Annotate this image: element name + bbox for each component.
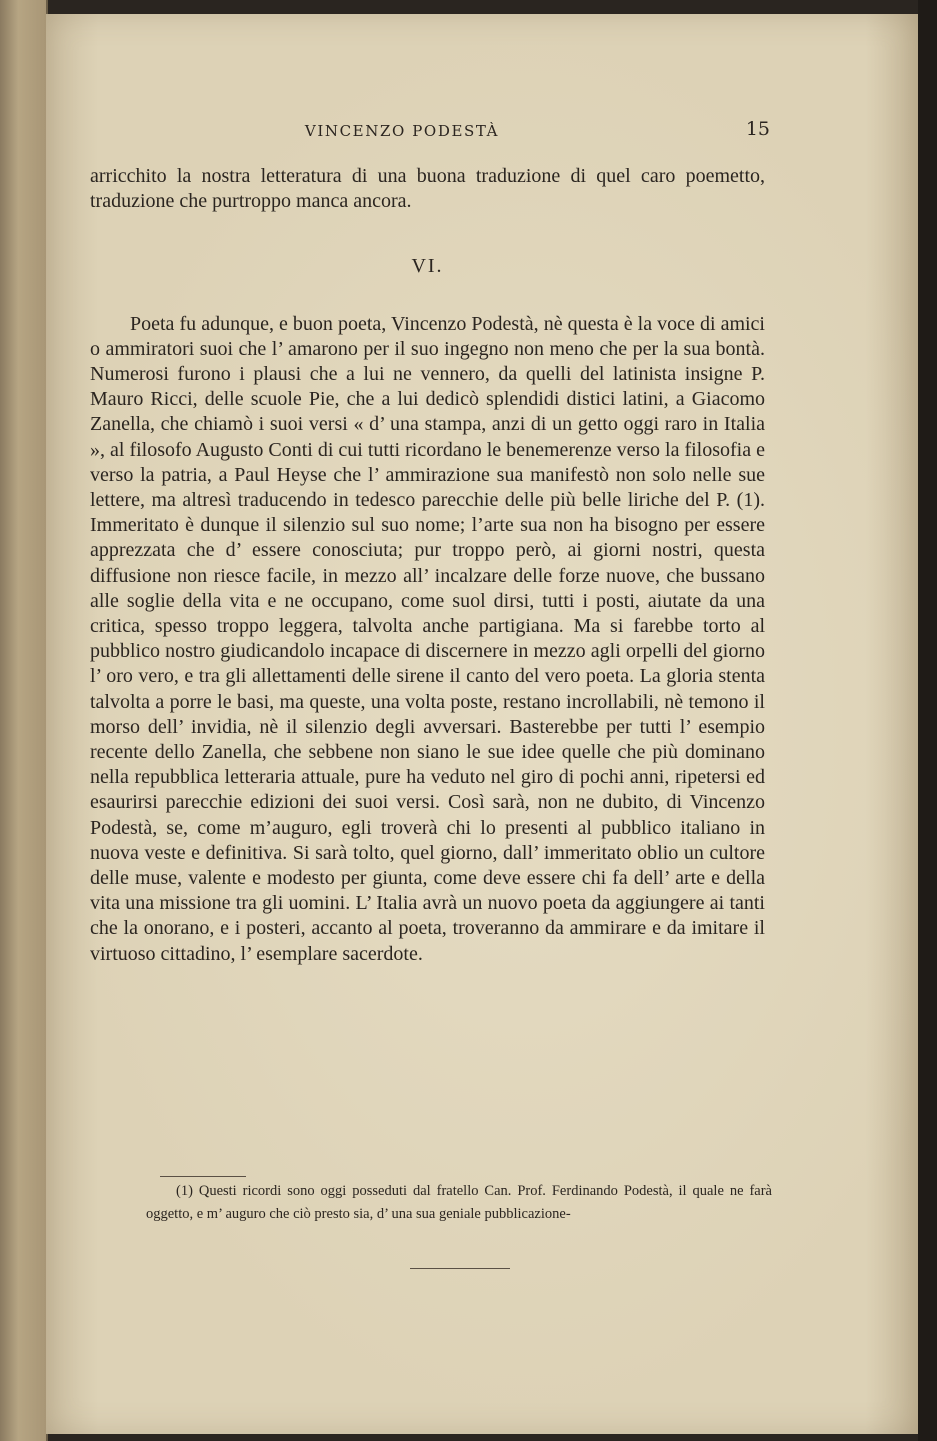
page-header	[90, 108, 770, 148]
running-head: VINCENZO PODESTÀ	[304, 122, 500, 140]
section-number: VI.	[411, 255, 444, 278]
scan-background-edge	[918, 0, 937, 1441]
main-paragraph: Poeta fu adunque, e buon poeta, Vincenzo Podestà, nè questa è la voce di amici o ammiratori suoi che l’ amarono per il suo ingegno non meno che per la sua bontà. Numerosi furono i plausi che a lui ne vennero, da quelli del latinista insigne P. Mauro Ricci, delle scuole Pie, che a lui dedicò splendidi distici latini, a Giacomo Zanella, che chiamò i suoi versi « d’ una stampa, anzi di un getto oggi raro in Italia », al filosofo Augusto Conti di cui tutti ricordano le benemerenze verso la filosofia e verso la patria, a Paul Heyse che l’ ammirazione sua manifestò non solo nelle sue lettere, ma altresì traducendo in tedesco parecchie delle più belle liriche del P. (1). Immeritato è dunque il silenzio sul suo nome; l’arte sua non ha bisogno per essere apprezzata che d’ essere conosciuta; pur troppo però, ai giorni nostri, questa diffusione non riesce facile, in mezzo all’ incalzare delle forze nuove, che bussano alle soglie della vita e ne occupano, come suol dirsi, tutti i posti, aiutate da una critica, spesso troppo leggera, talvolta anche partigiana. Ma si farebbe torto al pubblico nostro giudicandolo incapace di discernere in mezzo agli orpelli del giorno l’ oro vero, e tra gli allettamenti delle sirene il canto del vero poeta. La gloria stenta talvolta a porre le basi, ma queste, una volta poste, restano incrollabili, nè temono il morso dell’ invidia, nè il silenzio degli avversari. Basterebbe per tutti l’ esempio recente dello Zanella, che sebbene non siano le sue idee quelle che più dominano nella repubblica letteraria attuale, pure ha veduto nel giro di pochi anni, ripetersi ed esaurirsi parecchie edizioni dei suoi versi. Così sarà, non ne dubito, di Vincenzo Podestà, se, come m’auguro, egli troverà chi lo presenti al pubblico italiano in nuova veste e definitiva. Si sarà tolto, quel giorno, dall’ immeritato oblio un cultore delle muse, valente e modesto per giunta, come deve essere chi fa dell’ arte e della vita una missione tra gli uomini. L’ Italia avrà un nuovo poeta da aggiungere ai tanti che la onorano, e i posteri, accanto al poeta, troveranno da ammirare e da imitare il virtuoso cittadino, l’ esemplare sacerdote.	[90, 312, 765, 965]
previous-page-edge	[0, 0, 48, 1441]
footnote: (1) Questi ricordi sono oggi posseduti dal fratello Can. Prof. Ferdinando Podestà, il quale ne farà oggetto, e m’ auguro che ciò presto sia, d’ una sua geniale pubblicazione-	[146, 1183, 772, 1222]
opening-paragraph: arricchito la nostra letteratura di una buona traduzione di quel caro poemetto, traduzione che purtroppo manca ancora.	[90, 165, 765, 213]
end-divider	[410, 1268, 510, 1269]
footnote-divider	[160, 1176, 246, 1177]
page-number: 15	[745, 118, 770, 140]
body-text	[90, 164, 765, 967]
